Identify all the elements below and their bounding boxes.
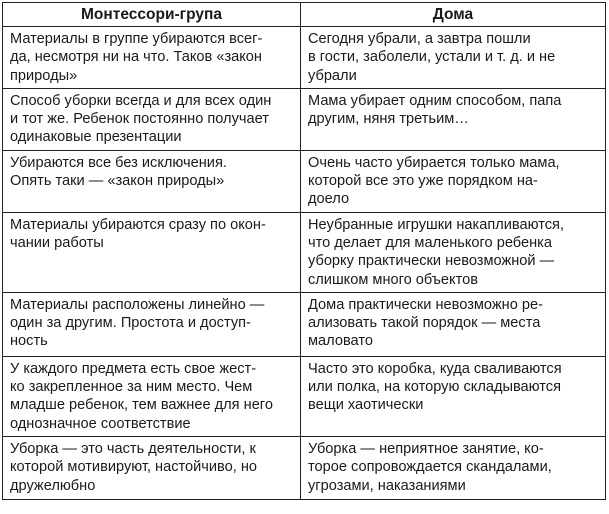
- cell-home: [301, 27, 606, 89]
- cell-text: Уборка — неприятное занятие, ко- торое сопровождается скандалами, угрозами, наказаниями: [308, 441, 552, 494]
- cell-montessori: [3, 88, 301, 150]
- cell-home: [301, 88, 606, 150]
- cell-text: Способ уборки всегда и для всех один и тот же. Ребенок постоянно получает одинаковые презентации: [10, 92, 272, 146]
- cell-montessori: [3, 150, 301, 212]
- cell-home: [301, 150, 606, 212]
- header-home: Дома: [301, 3, 606, 27]
- cell-text: Неубранные игрушки накапливаются, что делает для маленького ребенка уборку практически невозможной — слишком много объектов: [308, 216, 565, 288]
- cell-home: [301, 437, 606, 500]
- cell-text: Часто это коробка, куда сваливаются или полка, на которую складываются вещи хаотически: [308, 360, 562, 414]
- cell-home: [301, 356, 606, 436]
- header-montessori-group: Монтессори-група: [3, 3, 301, 27]
- cell-text: Уборка — это часть деятельности, к которой мотивируют, настойчиво, но дружелюбно: [10, 441, 258, 494]
- cell-text: Мама убирает одним способом, папа другим, няня третьим…: [308, 92, 562, 128]
- cell-montessori: [3, 27, 301, 89]
- cell-text: У каждого предмета есть свое жест- ко закрепленное за ним место. Чем младше ребенок, тем важнее для него однозначное соответствие: [10, 360, 273, 432]
- cell-text: Материалы расположены линейно — один за другим. Простота и доступ- ность: [10, 296, 265, 350]
- cell-home: [301, 292, 606, 356]
- cell-text: Очень часто убирается только мама, которой все это уже порядком на- доело: [308, 154, 560, 208]
- cell-montessori: [3, 212, 301, 292]
- cell-text: Дома практически невозможно ре- ализовать такой порядок — места маловато: [308, 296, 543, 350]
- table-header-row: [3, 3, 606, 27]
- table-row: [3, 27, 606, 89]
- table-row: [3, 437, 606, 500]
- comparison-table: [2, 2, 606, 500]
- table-row: [3, 88, 606, 150]
- table-row: [3, 150, 606, 212]
- cell-montessori: [3, 356, 301, 436]
- table-row: [3, 212, 606, 292]
- table-row: [3, 292, 606, 356]
- cell-montessori: [3, 437, 301, 500]
- cell-home: [301, 212, 606, 292]
- cell-text: Убираются все без исключения. Опять таки — «закон природы»: [10, 154, 227, 190]
- cell-text: Материалы убираются сразу по окон- чании работы: [10, 216, 266, 251]
- cell-montessori: [3, 292, 301, 356]
- table-row: [3, 356, 606, 436]
- cell-text: Сегодня убрали, а завтра пошли в гости, заболели, устали и т. д. и не убрали: [308, 31, 556, 84]
- cell-text: Материалы в группе убираются всег- да, несмотря ни на что. Таков «закон природы»: [10, 31, 263, 84]
